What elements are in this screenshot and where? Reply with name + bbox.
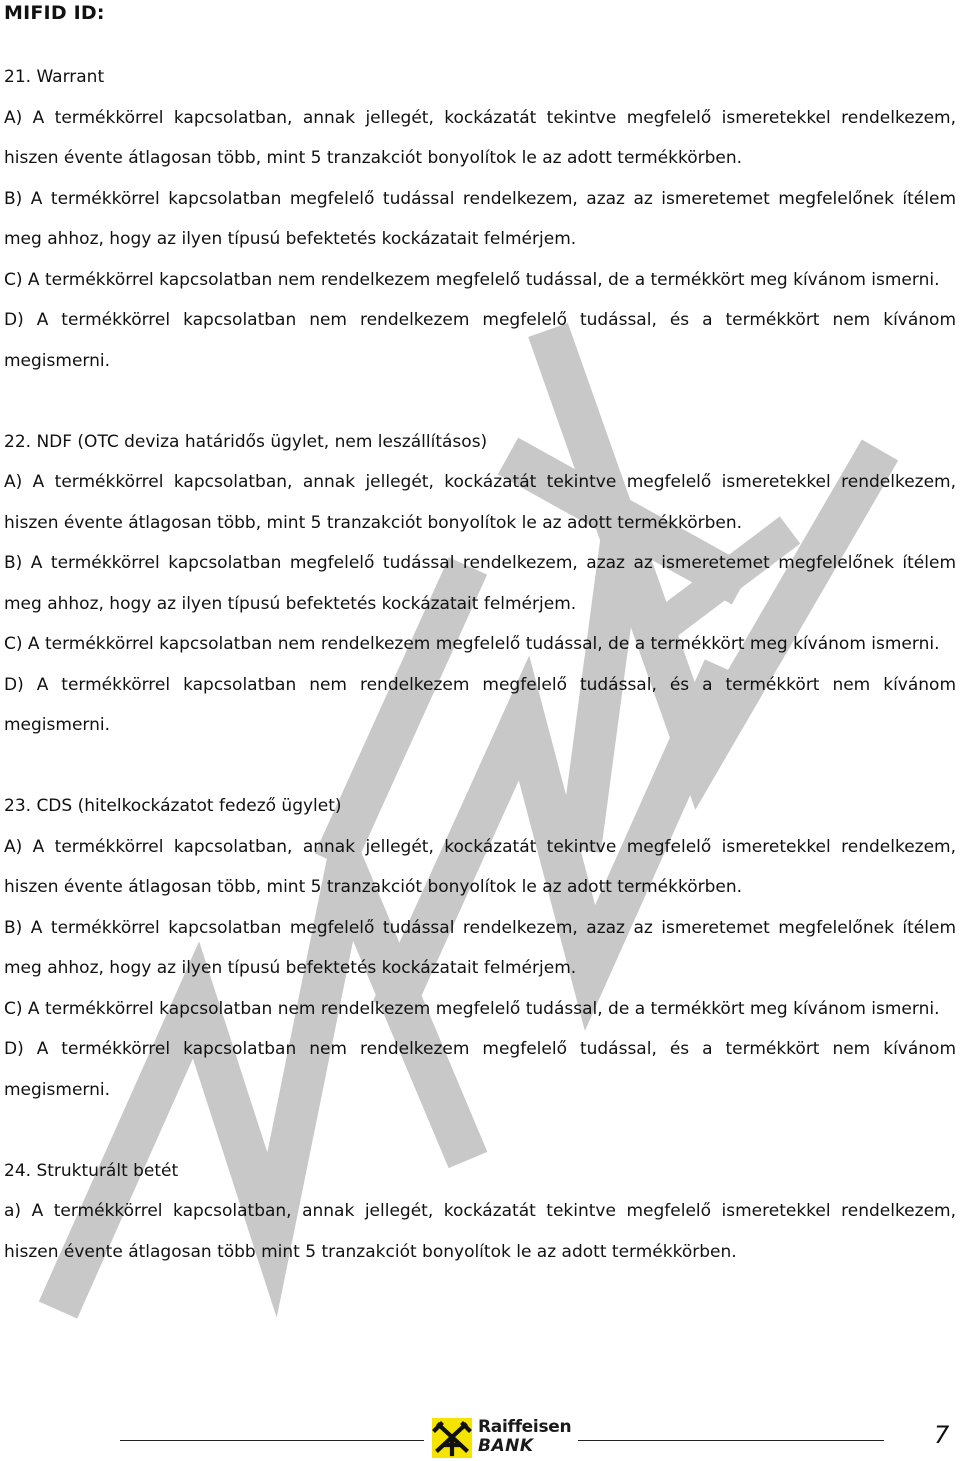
- question-option-b: B) A termékkörrel kapcsolatban megfelelő tudással rendelkezem, azaz az ismeretemet megfelelőnek ítélem meg ahhoz, hogy az ilyen típusú befektetés kockázatait felmérjem.: [4, 553, 956, 614]
- footer-rule-left: [120, 1440, 424, 1441]
- question-option-d: D) A termékkörrel kapcsolatban nem rendelkezem megfelelő tudással, és a termékkört nem kívánom megismerni.: [4, 310, 956, 371]
- footer-rule-right: [578, 1440, 884, 1441]
- question-title: 24. Strukturált betét: [4, 1160, 179, 1181]
- page-footer: [0, 1410, 960, 1460]
- logo-line-1: Raiffeisen: [478, 1417, 572, 1437]
- question-list: [4, 57, 956, 1272]
- question-option-d: D) A termékkörrel kapcsolatban nem rendelkezem megfelelő tudással, és a termékkört nem kívánom megismerni.: [4, 1039, 956, 1100]
- question-title: 21. Warrant: [4, 67, 105, 87]
- question-21: [4, 57, 956, 381]
- question-option-c: C) A termékkörrel kapcsolatban nem rendelkezem megfelelő tudással, de a termékkört meg kívánom ismerni.: [4, 634, 940, 654]
- question-option-a: A) A termékkörrel kapcsolatban, annak jellegét, kockázatát tekintve megfelelő ismeretekkel rendelkezem, hiszen évente átlagosan több, mint 5 tranzakciót bonyolítok le az adott termékkörben.: [4, 472, 956, 533]
- question-option-a: A) A termékkörrel kapcsolatban, annak jellegét, kockázatát tekintve megfelelő ismeretekkel rendelkezem, hiszen évente átlagosan több, mint 5 tranzakciót bonyolítok le az adott termékkörben.: [4, 836, 956, 897]
- question-option-a: a) A termékkörrel kapcsolatban, annak jellegét, kockázatát tekintve megfelelő ismeretekkel rendelkezem, hiszen évente átlagosan több mint 5 tranzakciót bonyolítok le az adott termékkörben.: [4, 1201, 956, 1262]
- question-option-b: B) A termékkörrel kapcsolatban megfelelő tudással rendelkezem, azaz az ismeretemet megfelelőnek ítélem meg ahhoz, hogy az ilyen típusú befektetés kockázatait felmérjem.: [4, 917, 956, 978]
- question-22: [4, 422, 956, 746]
- raiffeisen-logo: [432, 1418, 572, 1460]
- document-header: MIFID ID:: [4, 2, 105, 24]
- question-option-b: B) A termékkörrel kapcsolatban megfelelő tudással rendelkezem, azaz az ismeretemet megfelelőnek ítélem meg ahhoz, hogy az ilyen típusú befektetés kockázatait felmérjem.: [4, 188, 956, 249]
- question-option-c: C) A termékkörrel kapcsolatban nem rendelkezem megfelelő tudással, de a termékkört meg kívánom ismerni.: [4, 269, 940, 290]
- question-title: 22. NDF (OTC deviza határidős ügylet, nem leszállításos): [4, 431, 488, 452]
- question-23: [4, 786, 956, 1110]
- raiffeisen-gable-cross-icon: [432, 1418, 472, 1458]
- question-24: [4, 1151, 956, 1273]
- question-option-d: D) A termékkörrel kapcsolatban nem rendelkezem megfelelő tudással, és a termékkört nem kívánom megismerni.: [4, 674, 956, 735]
- logo-line-2: BANK: [478, 1436, 534, 1456]
- logo-wordmark: [478, 1418, 571, 1456]
- page-number: 7: [934, 1421, 950, 1449]
- question-title: 23. CDS (hitelkockázatot fedező ügylet): [4, 796, 342, 816]
- question-option-c: C) A termékkörrel kapcsolatban nem rendelkezem megfelelő tudással, de a termékkört meg kívánom ismerni.: [4, 998, 940, 1019]
- question-option-a: A) A termékkörrel kapcsolatban, annak jellegét, kockázatát tekintve megfelelő ismeretekkel rendelkezem, hiszen évente átlagosan több, mint 5 tranzakciót bonyolítok le az adott termékkörben.: [4, 107, 956, 168]
